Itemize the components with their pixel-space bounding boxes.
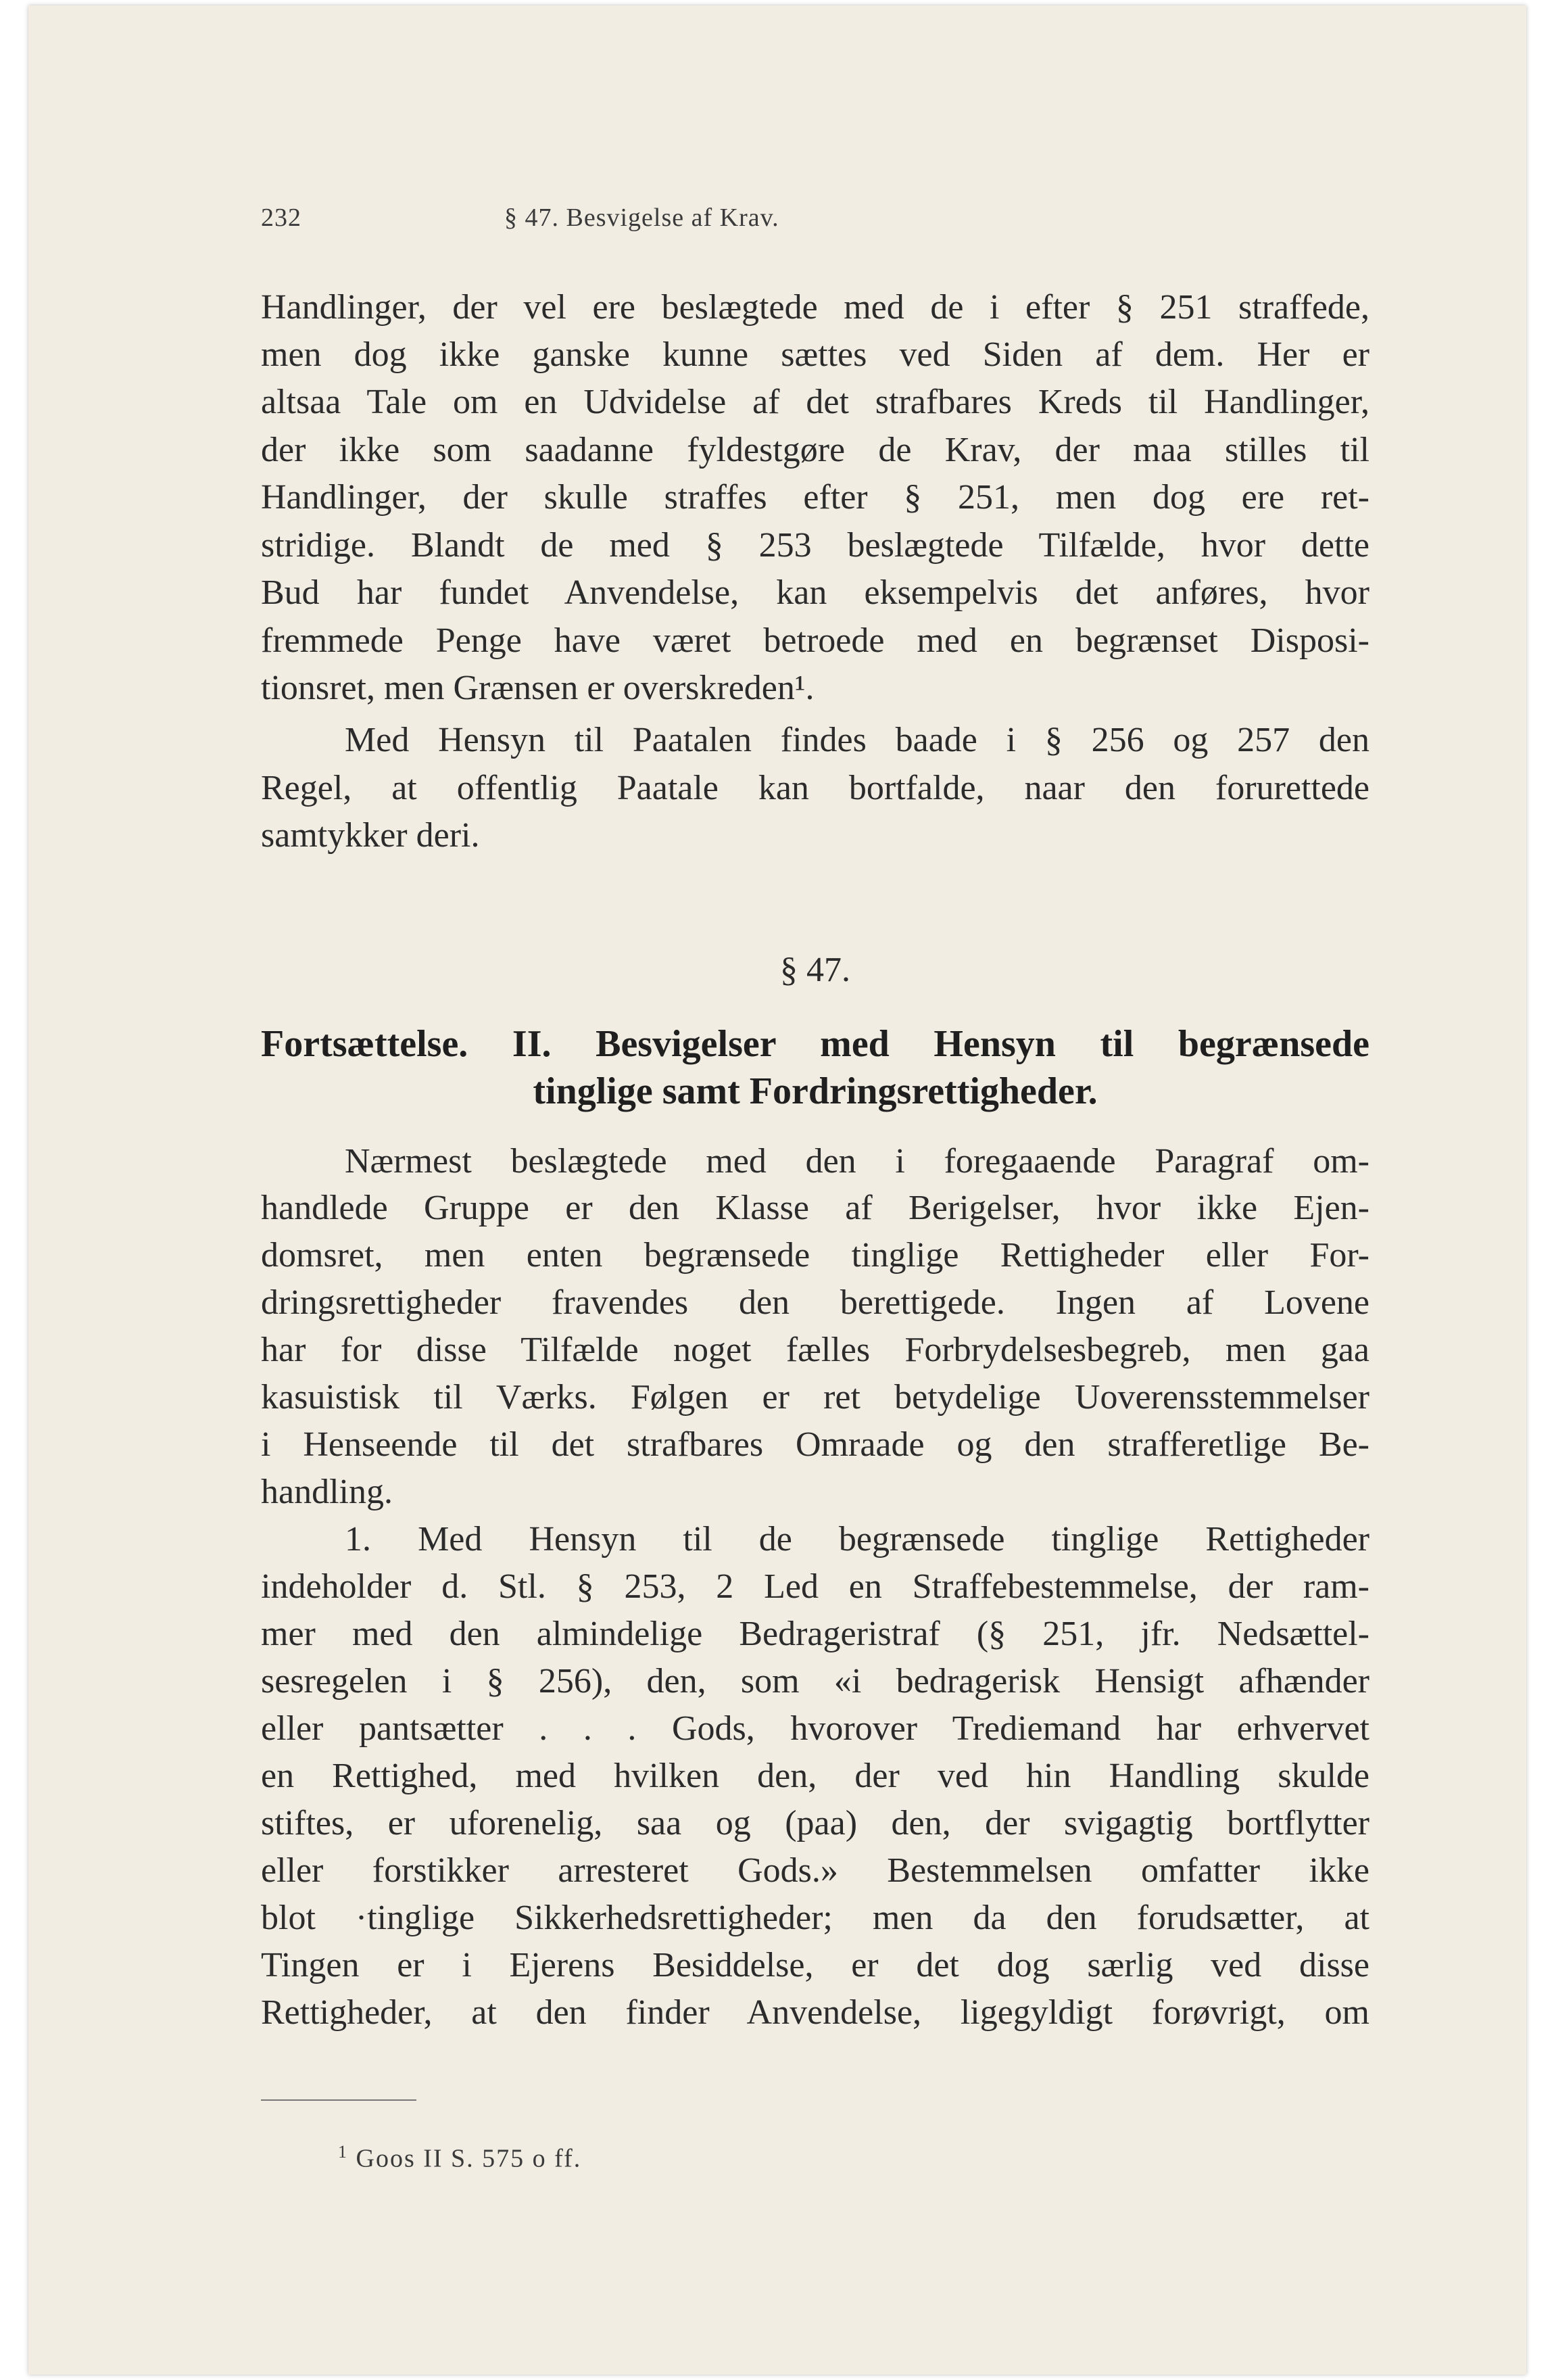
text-line: eller pantsætter . . . Gods, hvorover Trediemand har erhvervet xyxy=(261,1709,1369,1748)
text-line: Tingen er i Ejerens Besiddelse, er det dog særlig ved disse xyxy=(261,1946,1369,1984)
text-line: en Rettighed, med hvilken den, der ved hin Handling skulde xyxy=(261,1757,1369,1795)
text-line: men dog ikke ganske kunne sættes ved Siden af dem. Her er xyxy=(261,335,1369,374)
running-title: § 47. Besvigelse af Krav. xyxy=(504,204,779,232)
text-line: har for disse Tilfælde noget fælles Forbrydelsesbegreb, men gaa xyxy=(261,1331,1369,1369)
text-line: indeholder d. Stl. § 253, 2 Led en Straffebestemmelse, der ram- xyxy=(261,1567,1369,1606)
text-line: Handlinger, der skulle straffes efter § 251, men dog ere ret- xyxy=(261,478,1369,517)
text-line: handling. xyxy=(261,1473,393,1511)
section-heading: Fortsættelse. II. Besvigelser med Hensyn til begrænsede xyxy=(261,1023,1369,1065)
text-line: eller forstikker arresteret Gods.» Bestemmelsen omfatter ikke xyxy=(261,1851,1369,1890)
text-line: sesregelen i § 256), den, som «i bedragerisk Hensigt afhænder xyxy=(261,1662,1369,1700)
text-line: Bud har fundet Anvendelse, kan eksempelvis det anføres, hvor xyxy=(261,573,1369,612)
text-line: stiftes, er uforenelig, saa og (paa) den, der svigagtig bortflytter xyxy=(261,1804,1369,1842)
text-line: 1. Med Hensyn til de begrænsede tinglige Rettigheder xyxy=(345,1520,1369,1558)
text-line: samtykker deri. xyxy=(261,816,480,855)
text-line: Regel, at offentlig Paatale kan bortfalde, naar den forurettede xyxy=(261,769,1369,807)
text-line: dringsrettigheder fravendes den berettigede. Ingen af Lovene xyxy=(261,1283,1369,1322)
text-line: Handlinger, der vel ere beslægtede med de i efter § 251 straffede, xyxy=(261,288,1369,327)
text-line: blot ·tinglige Sikkerhedsrettigheder; men da den forudsætter, at xyxy=(261,1899,1369,1937)
footnote-divider xyxy=(261,2099,416,2101)
footnote-text: Goos II S. 575 o ff. xyxy=(356,2144,582,2173)
text-line: fremmede Penge have været betroede med en begrænset Disposi- xyxy=(261,621,1369,660)
text-line: der ikke som saadanne fyldestgøre de Krav, der maa stilles til xyxy=(261,431,1369,469)
section-number: § 47. xyxy=(780,951,850,989)
page-number: 232 xyxy=(261,204,301,232)
text-line: mer med den almindelige Bedrageristraf (§ 251, jfr. Nedsættel- xyxy=(261,1615,1369,1653)
text-line: altsaa Tale om en Udvidelse af det strafbares Kreds til Handlinger, xyxy=(261,383,1369,421)
text-line: Rettigheder, at den finder Anvendelse, ligegyldigt forøvrigt, om xyxy=(261,1993,1369,2032)
footnote-mark: 1 xyxy=(338,2142,348,2162)
text-line: i Henseende til det strafbares Omraade og den strafferetlige Be- xyxy=(261,1425,1369,1464)
footnote xyxy=(338,2142,581,2174)
text-line: domsret, men enten begrænsede tinglige Rettigheder eller For- xyxy=(261,1236,1369,1275)
text-line: Med Hensyn til Paatalen findes baade i § 256 og 257 den xyxy=(345,721,1369,759)
text-line: kasuistisk til Værks. Følgen er ret betydelige Uoverensstemmelser xyxy=(261,1378,1369,1417)
text-line: stridige. Blandt de med § 253 beslægtede Tilfælde, hvor dette xyxy=(261,526,1369,565)
text-line: handlede Gruppe er den Klasse af Berigelser, hvor ikke Ejen- xyxy=(261,1189,1369,1227)
text-line: Nærmest beslægtede med den i foregaaende Paragraf om- xyxy=(345,1142,1369,1181)
text-line: tionsret, men Grænsen er overskreden¹. xyxy=(261,669,815,707)
section-heading: tinglige samt Fordringsrettigheder. xyxy=(533,1070,1098,1112)
